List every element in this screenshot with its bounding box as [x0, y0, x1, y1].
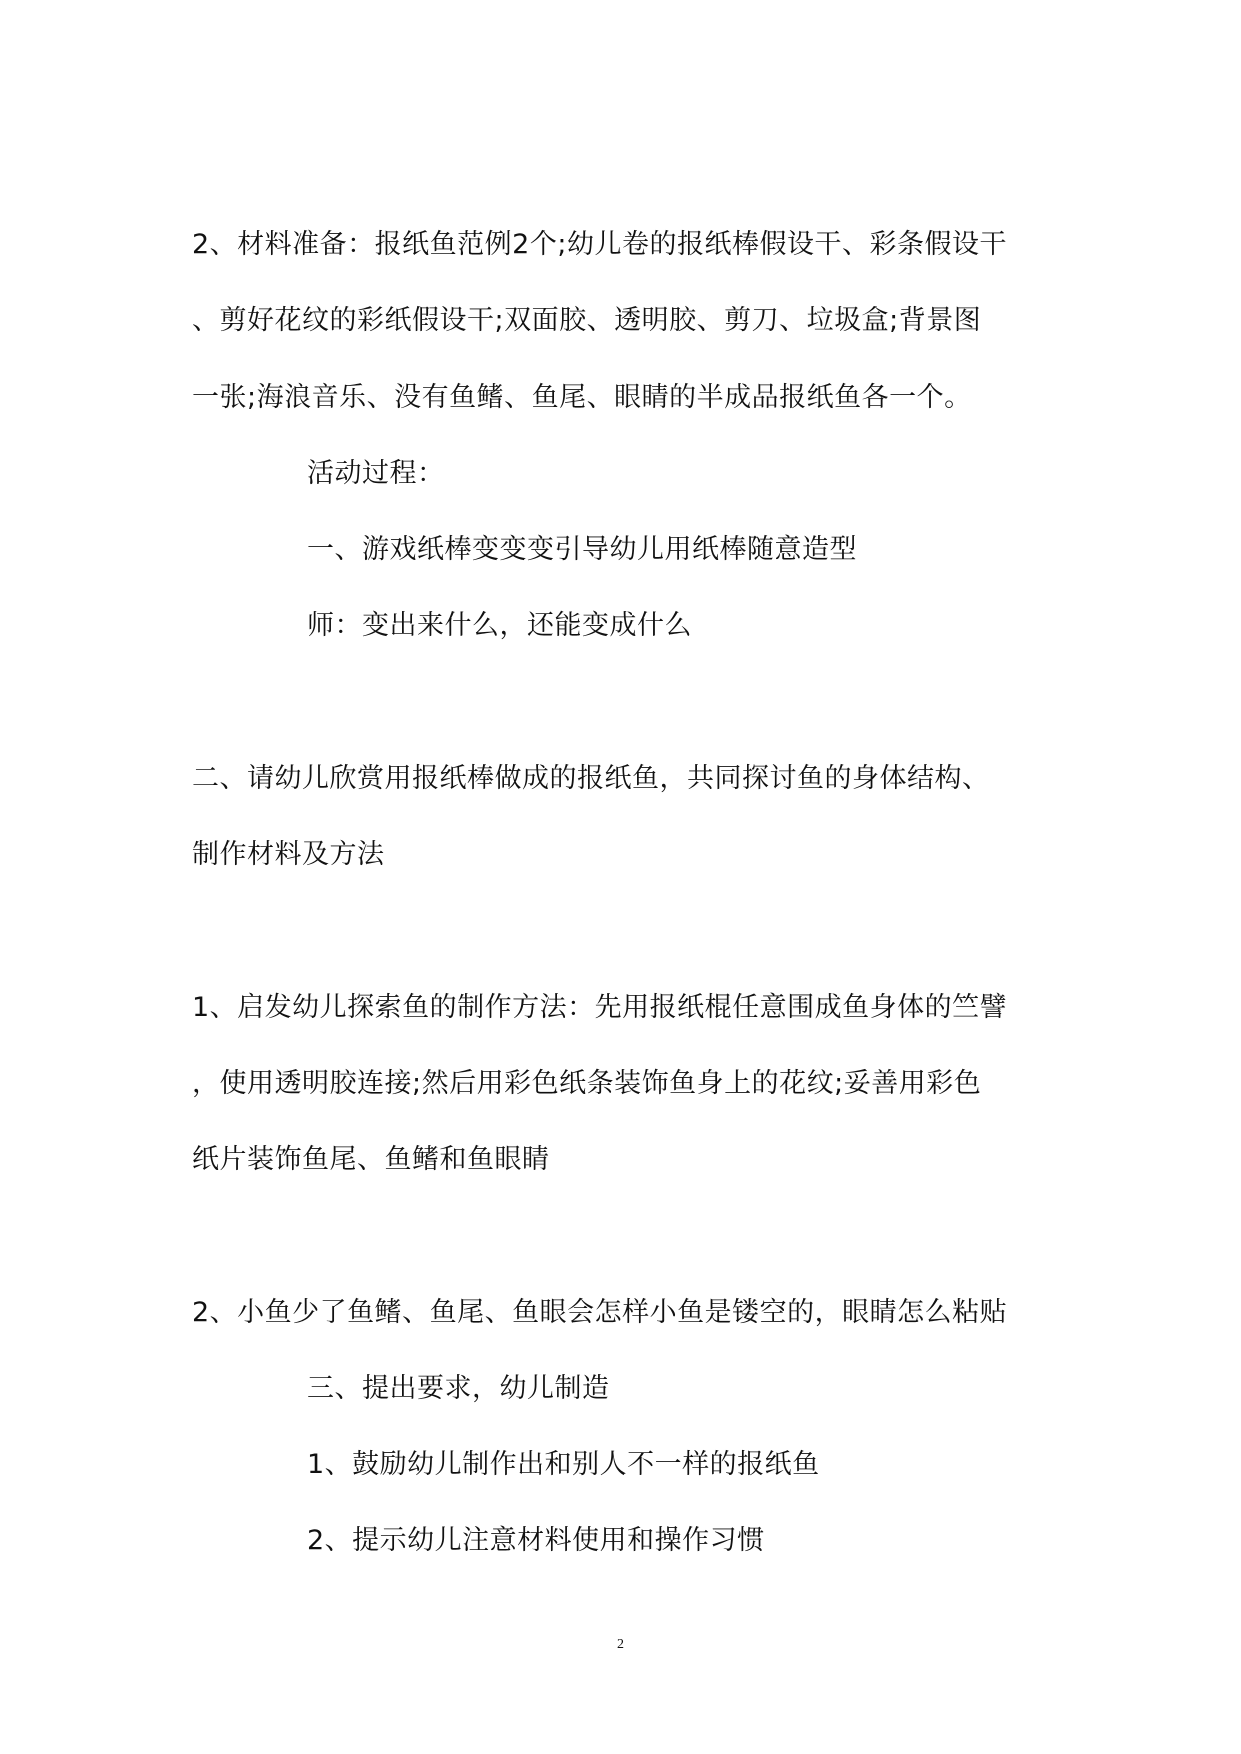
method-line-1: 1、启发幼儿探索鱼的制作方法：先用报纸棍任意围成鱼身体的竺譬 — [192, 992, 1008, 1023]
step-three-heading: 三、提出要求，幼儿制造 — [307, 1373, 610, 1404]
step-two-line-1: 二、请幼儿欣赏用报纸棒做成的报纸鱼，共同探讨鱼的身体结构、 — [192, 763, 990, 794]
method-line-2: ，使用透明胶连接;然后用彩色纸条装饰鱼身上的花纹;妥善用彩色 — [192, 1068, 982, 1099]
question-line: 2、小鱼少了鱼鳍、鱼尾、鱼眼会怎样小鱼是镂空的，眼睛怎么粘贴 — [192, 1297, 1008, 1328]
process-heading: 活动过程： — [307, 458, 445, 489]
method-line-3: 纸片装饰鱼尾、鱼鳍和鱼眼睛 — [192, 1144, 550, 1175]
materials-line-2: 、剪好花纹的彩纸假设干;双面胶、透明胶、剪刀、垃圾盒;背景图 — [192, 305, 982, 336]
requirement-1: 1、鼓励幼儿制作出和别人不一样的报纸鱼 — [307, 1449, 820, 1480]
requirement-2: 2、提示幼儿注意材料使用和操作习惯 — [307, 1525, 765, 1556]
step-one-heading: 一、游戏纸棒变变变引导幼儿用纸棒随意造型 — [307, 534, 857, 565]
materials-line-3: 一张;海浪音乐、没有鱼鳍、鱼尾、眼睛的半成品报纸鱼各一个。 — [192, 382, 972, 413]
step-two-line-2: 制作材料及方法 — [192, 839, 385, 870]
materials-line-1: 2、材料准备：报纸鱼范例2个;幼儿卷的报纸棒假设干、彩条假设干 — [192, 229, 1007, 260]
teacher-question: 师：变出来什么，还能变成什么 — [307, 610, 692, 641]
page-number: 2 — [617, 1637, 624, 1652]
